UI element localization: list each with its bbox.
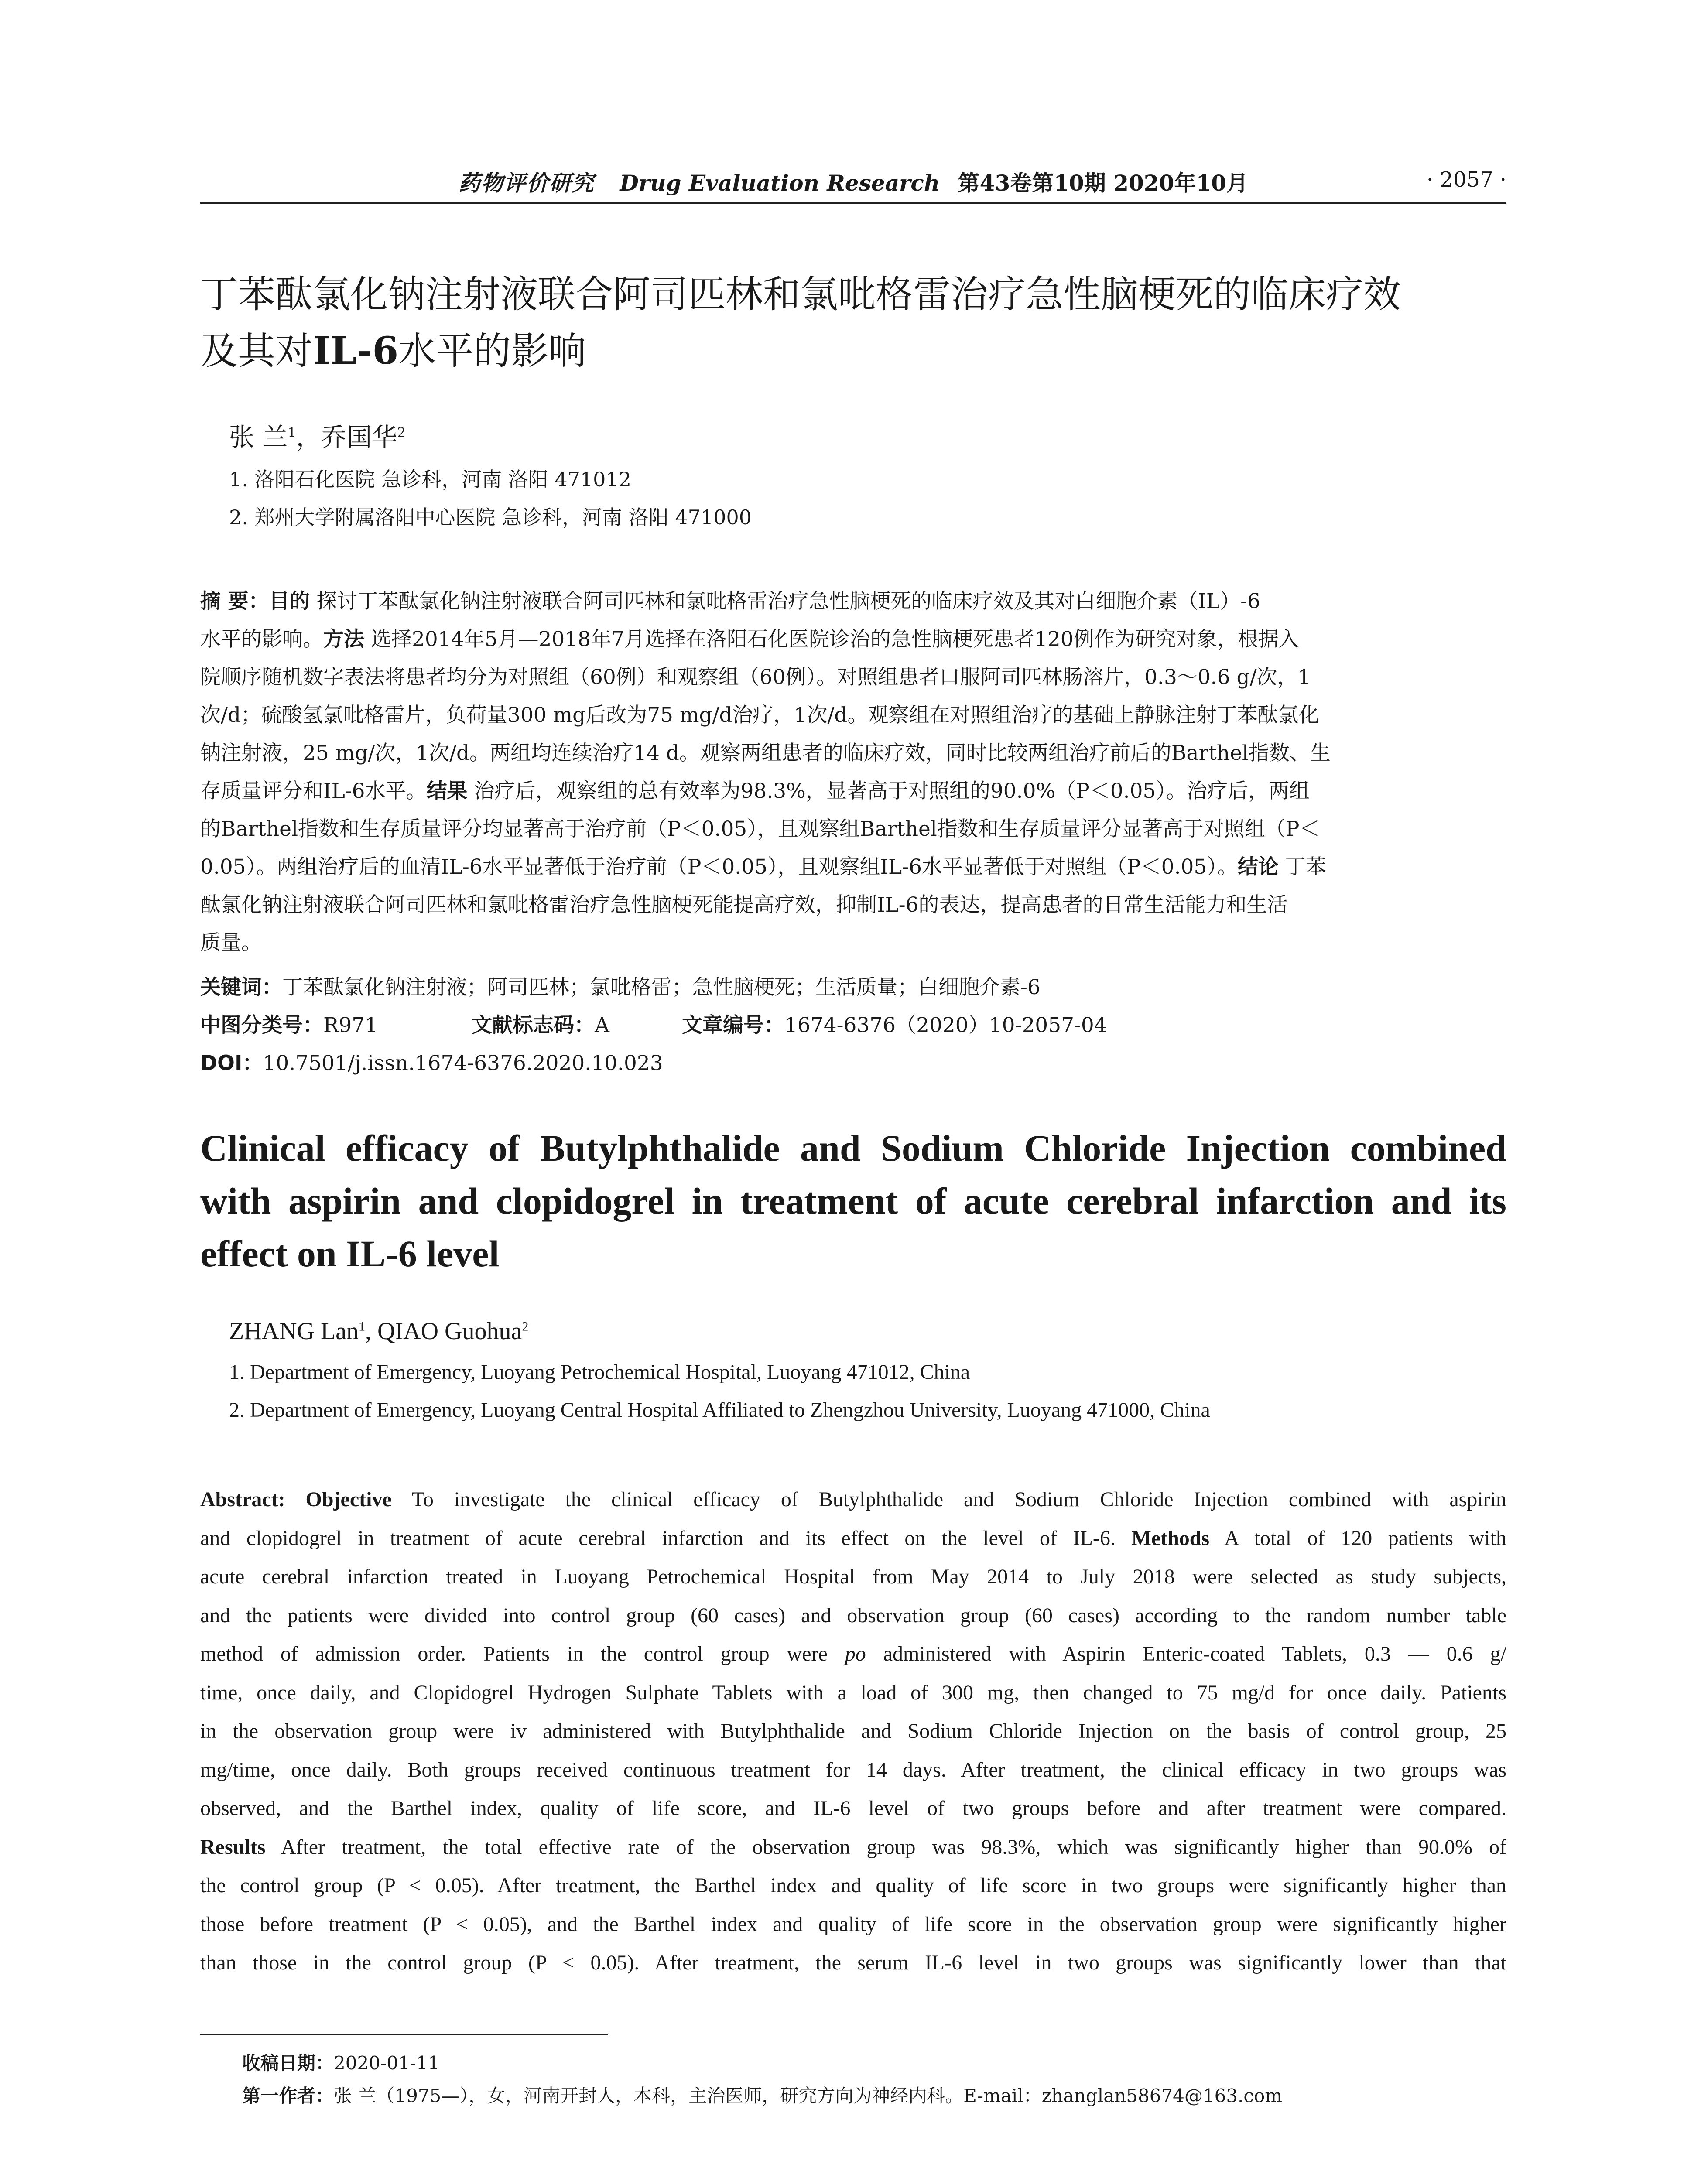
header-rule — [200, 202, 1506, 204]
cn-abstract-line — [200, 848, 1509, 886]
en-abstract-line: those before treatment (P < 0.05), and the Barthel index and quality of life score in the observation group were significantly higher — [200, 1912, 1506, 1936]
en-abstract-line: acute cerebral infarction treated in Luoyang Petrochemical Hospital from May 2014 to July 2018 were selected as study subjects, — [200, 1565, 1506, 1588]
cn-title-text: 水平的影响 — [398, 329, 586, 373]
abstract-text: 存质量评分和IL-6水平。 — [200, 779, 427, 803]
cn-title — [200, 266, 1509, 379]
en-abstract-line — [200, 1519, 1506, 1558]
page-number: · 2057 · — [1426, 168, 1506, 192]
en-title — [200, 1122, 1506, 1280]
cn-abstract-line: 钠注射液，25 mg/次，1次/d。两组均连续治疗14 d。观察两组患者的临床疗效，同时比较两组治疗前后的Barthel指数、生 — [200, 741, 1331, 765]
abstract-text: 丁苯 — [1285, 855, 1326, 879]
footnote-rule — [200, 2034, 608, 2035]
abstract-label: 摘 要： — [200, 589, 269, 613]
abstract-text: administered with Aspirin Enteric-coated Tablets, 0.3 — 0.6 g/ — [883, 1642, 1507, 1665]
footnote-first-author — [242, 2082, 1282, 2108]
en-title-line: effect on IL-6 level — [200, 1233, 500, 1275]
clc-label: 中图分类号： — [200, 1013, 323, 1037]
abstract-objective-label: Abstract: Objective — [200, 1488, 392, 1511]
cn-author: 张 兰 — [229, 422, 288, 452]
en-abstract-line: in the observation group were iv administered with Butylphthalide and Sodium Chloride Injection on the basis of control group, 25 — [200, 1720, 1506, 1743]
en-abstract-line: than those in the control group (P < 0.05). After treatment, the serum IL-6 level in two groups was significantly lower than that — [200, 1951, 1506, 1974]
cn-author: 乔国华 — [321, 422, 397, 452]
author-sup: 2 — [522, 1319, 529, 1334]
author-sup: 1 — [288, 425, 296, 441]
journal-logo: 药物评价研究 — [459, 170, 595, 196]
en-abstract-line — [200, 1828, 1506, 1867]
journal-issue: 第43卷第10期 2020年10月 — [958, 170, 1248, 196]
en-title-line: with aspirin and clopidogrel in treatment of acute cerebral infarction and its — [200, 1180, 1506, 1222]
cn-title-text: 及其对 — [200, 329, 313, 373]
cn-abstract-line: 院顺序随机数字表法将患者均分为对照组（60例）和观察组（60例）。对照组患者口服阿司匹林肠溶片，0.3～0.6 g/次，1 — [200, 665, 1311, 689]
received-value: 2020-01-11 — [334, 2052, 440, 2074]
en-author: ZHANG Lan — [229, 1318, 359, 1345]
abstract-text: 治疗后，观察组的总有效率为98.3%，显著高于对照组的90.0%（P＜0.05）。治疗后，两组 — [474, 779, 1310, 803]
en-abstract-line: mg/time, once daily. Both groups received continuous treatment for 14 days. After treatment, the clinical efficacy in two groups was — [200, 1758, 1506, 1781]
abstract-text: To investigate the clinical efficacy of Butylphthalide and Sodium Chloride Injection combined with aspirin — [411, 1488, 1507, 1511]
journal-name: Drug Evaluation Research — [620, 170, 940, 196]
abstract-text: After treatment, the total effective rate of the observation group was 98.3%, which was significantly higher than 90.0% of — [281, 1835, 1506, 1859]
author-sep: , — [365, 1318, 378, 1345]
article-no-value: 1674-6376（2020）10-2057-04 — [784, 1013, 1107, 1037]
cn-abstract — [200, 582, 1509, 962]
en-author: QIAO Guohua — [377, 1318, 522, 1345]
abstract-text: 探讨丁苯酞氯化钠注射液联合阿司匹林和氯吡格雷治疗急性脑梗死的临床疗效及其对白细胞介素（IL）-6 — [316, 589, 1260, 613]
en-abstract-line: the control group (P < 0.05). After treatment, the Barthel index and quality of life score in two groups were significantly higher than — [200, 1874, 1506, 1897]
cn-affiliation: 2. 郑州大学附属洛阳中心医院 急诊科，河南 洛阳 471000 — [229, 506, 752, 529]
classification-line — [200, 1009, 1107, 1038]
en-abstract-line: time, once daily, and Clopidogrel Hydrogen Sulphate Tablets with a load of 300 mg, then changed to 75 mg/d for once daily. Patients — [200, 1681, 1506, 1704]
clc-value: R971 — [323, 1013, 378, 1037]
cn-title-line — [200, 323, 1509, 379]
abstract-text: and clopidogrel in treatment of acute cerebral infarction and its effect on the level of IL-6. — [200, 1526, 1116, 1550]
cn-abstract-line — [200, 772, 1509, 810]
running-header-center — [200, 166, 1506, 197]
cn-title-line: 丁苯酞氯化钠注射液联合阿司匹林和氯吡格雷治疗急性脑梗死的临床疗效 — [200, 273, 1401, 316]
doc-code-value: A — [595, 1013, 609, 1037]
keywords-label: 关键词： — [200, 975, 282, 999]
en-affiliation: 1. Department of Emergency, Luoyang Petrochemical Hospital, Luoyang 471012, China — [229, 1361, 970, 1384]
results-label: Results — [200, 1835, 266, 1859]
cn-affiliation: 1. 洛阳石化医院 急诊科，河南 洛阳 471012 — [229, 468, 631, 491]
cn-abstract-line — [200, 620, 1509, 658]
keywords-value: 丁苯酞氯化钠注射液；阿司匹林；氯吡格雷；急性脑梗死；生活质量；白细胞介素-6 — [282, 975, 1041, 999]
first-author-label: 第一作者： — [242, 2085, 334, 2106]
methods-label: 方法 — [323, 627, 364, 651]
doi-line — [200, 1047, 663, 1076]
doc-code-label: 文献标志码： — [472, 1013, 595, 1037]
cn-abstract-line: 酞氯化钠注射液联合阿司匹林和氯吡格雷治疗急性脑梗死能提高疗效，抑制IL-6的表达，提高患者的日常生活能力和生活 — [200, 893, 1288, 917]
article-no-label: 文章编号： — [682, 1013, 784, 1037]
cn-authors — [229, 417, 406, 453]
author-sup: 1 — [359, 1319, 366, 1334]
objective-label: 目的 — [269, 589, 310, 613]
cn-abstract-line: 的Barthel指数和生存质量评分均显著高于治疗前（P＜0.05），且观察组Barthel指数和生存质量评分显著高于对照组（P＜ — [200, 817, 1320, 841]
cn-abstract-line: 质量。 — [200, 931, 262, 955]
en-abstract-line: and the patients were divided into control group (60 cases) and observation group (60 cases) according to the random number table — [200, 1603, 1506, 1627]
author-sup: 2 — [397, 425, 406, 441]
keywords — [200, 971, 1041, 1000]
abstract-text: 0.05）。两组治疗后的血清IL-6水平显著低于治疗前（P＜0.05），且观察组IL-6水平显著低于对照组（P＜0.05）。 — [200, 855, 1238, 879]
methods-label: Methods — [1131, 1526, 1210, 1550]
author-sep: ， — [296, 422, 322, 452]
cn-title-bold: IL-6 — [313, 329, 399, 373]
abstract-text: method of admission order. Patients in the control group were — [200, 1642, 828, 1665]
abstract-italic: po — [845, 1642, 866, 1665]
doi-label: DOI： — [200, 1051, 263, 1075]
abstract-text: 水平的影响。 — [200, 627, 323, 651]
results-label: 结果 — [426, 779, 468, 803]
en-abstract-line: observed, and the Barthel index, quality of life score, and IL-6 level of two groups before and after treatment were compared. — [200, 1797, 1506, 1820]
en-abstract-line — [200, 1480, 1506, 1519]
abstract-text: 选择2014年5月—2018年7月选择在洛阳石化医院诊治的急性脑梗死患者120例作为研究对象，根据入 — [370, 627, 1299, 651]
en-title-line: Clinical efficacy of Butylphthalide and Sodium Chloride Injection combined — [200, 1127, 1506, 1169]
cn-abstract-line: 次/d；硫酸氢氯吡格雷片，负荷量300 mg后改为75 mg/d治疗，1次/d。观察组在对照组治疗的基础上静脉注射丁苯酞氯化 — [200, 703, 1319, 727]
abstract-text: A total of 120 patients with — [1224, 1526, 1507, 1550]
footnote-received — [242, 2049, 439, 2075]
en-authors — [229, 1317, 528, 1345]
conclusion-label: 结论 — [1237, 855, 1279, 879]
en-abstract-line — [200, 1635, 1506, 1674]
en-affiliation: 2. Department of Emergency, Luoyang Central Hospital Affiliated to Zhengzhou University, Luoyang 471000, China — [229, 1398, 1210, 1422]
received-label: 收稿日期： — [242, 2052, 334, 2074]
cn-abstract-line — [200, 582, 1509, 620]
en-abstract — [200, 1480, 1506, 1983]
running-header — [200, 166, 1506, 201]
first-author-value: 张 兰（1975—），女，河南开封人，本科，主治医师，研究方向为神经内科。E-mail：zhanglan58674@163.com — [334, 2085, 1283, 2106]
doi-value[interactable]: 10.7501/j.issn.1674-6376.2020.10.023 — [263, 1051, 663, 1075]
